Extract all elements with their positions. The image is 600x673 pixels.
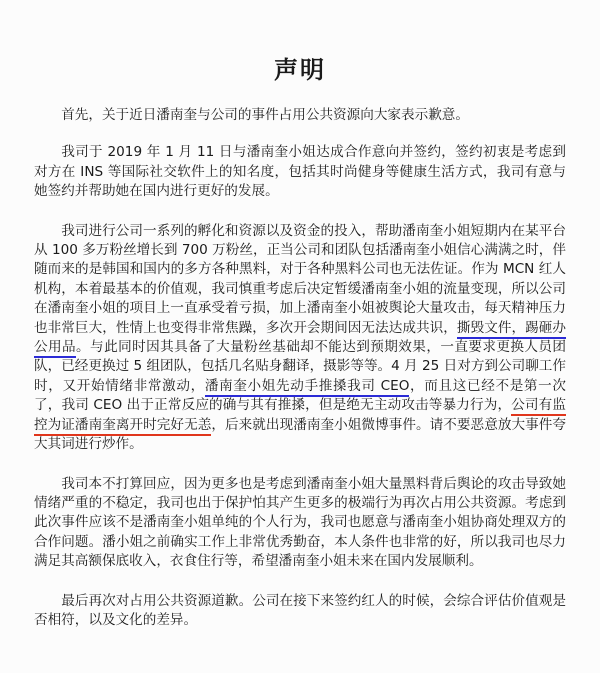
paragraph-signing: 我司于 2019 年 1 月 11 日与潘南奎小姐达成合作意向并签约，签约初衷是考虑到对方在 INS 等国际社交软件上的知名度，包括其时尚健身等健康生活方式，我司有意与她签约并帮助她在国内进行更好的发展。 (34, 144, 566, 200)
paragraph-incident (34, 222, 566, 455)
paragraph-response: 我司本不打算回应，因为更多也是考虑到潘南奎小姐大量黑料背后舆论的攻击导致她情绪严重的不稳定，我司也出于保护怕其产生更多的极端行为再次占用公共资源。考虑到此次事件应该不是潘南奎小姐单纯的个人行为，我司也愿意与潘南奎小姐协商处理双方的合作问题。潘小姐之前确实工作上非常优秀勤奋，本人条件也非常的好，所以我司也尽力满足其高额保底收入，衣食住行等，希望潘南奎小姐未来在国内发展顺利。 (34, 475, 566, 570)
underlined-surveillance-proof: 公司有监控为证潘南奎离开时完好无恙 (34, 397, 566, 435)
incident-text-1: 我司进行公司一系列的孵化和资源以及资金的投入，帮助潘南奎小姐短期内在某平台从 100 多万粉丝增长到 700 万粉丝，正当公司和团队包括潘南奎小姐信心满满之时，伴随而来的是韩国和国内的多方各种黑料，对于各种黑料公司也无法佐证。作为 MCN 红人机构，本着最基本的价值观，我司慎重考虑后决定暂缓潘南奎小姐的流量变现，所以公司在潘南奎小姐的项目上一直承受着亏损，加上潘南奎小姐被舆论大量攻击，每天精神压力也非常巨大，性情上也变得非常焦躁，多次开会期间因无法达成共识， (34, 222, 566, 336)
document-title: 声明 (274, 56, 326, 84)
underlined-destroy-files: 撕毁文件，踢砸办公用品 (34, 320, 566, 358)
incident-text-4: ，后来就出现潘南奎小姐微博事件。请不要恶意放大事件夸大其词进行炒作。 (34, 416, 567, 453)
underlined-push-ceo: 潘南奎小姐先动手推搡我司 CEO (205, 378, 410, 397)
incident-text-2: 。与此同时因其具备了大量粉丝基础却不能达到预期效果，一直要求更换人员团队，已经更换过 5 组团队，包括几名贴身翻译，摄影等等。4 月 25 日对方到公司聊工作时，又开始情绪非常激动， (34, 339, 567, 394)
incident-text-3: ，而且这已经不是第一次了，我司 CEO 出于正常反应的确与其有推搡，但是绝无主动攻击等暴力行为， (34, 377, 566, 414)
paragraph-apology: 首先，关于近日潘南奎与公司的事件占用公共资源向大家表示歉意。 (61, 107, 469, 123)
paragraph-closing: 最后再次对占用公共资源道歉。公司在接下来签约红人的时候，会综合评估价值观是否相符，以及文化的差异。 (34, 592, 566, 628)
